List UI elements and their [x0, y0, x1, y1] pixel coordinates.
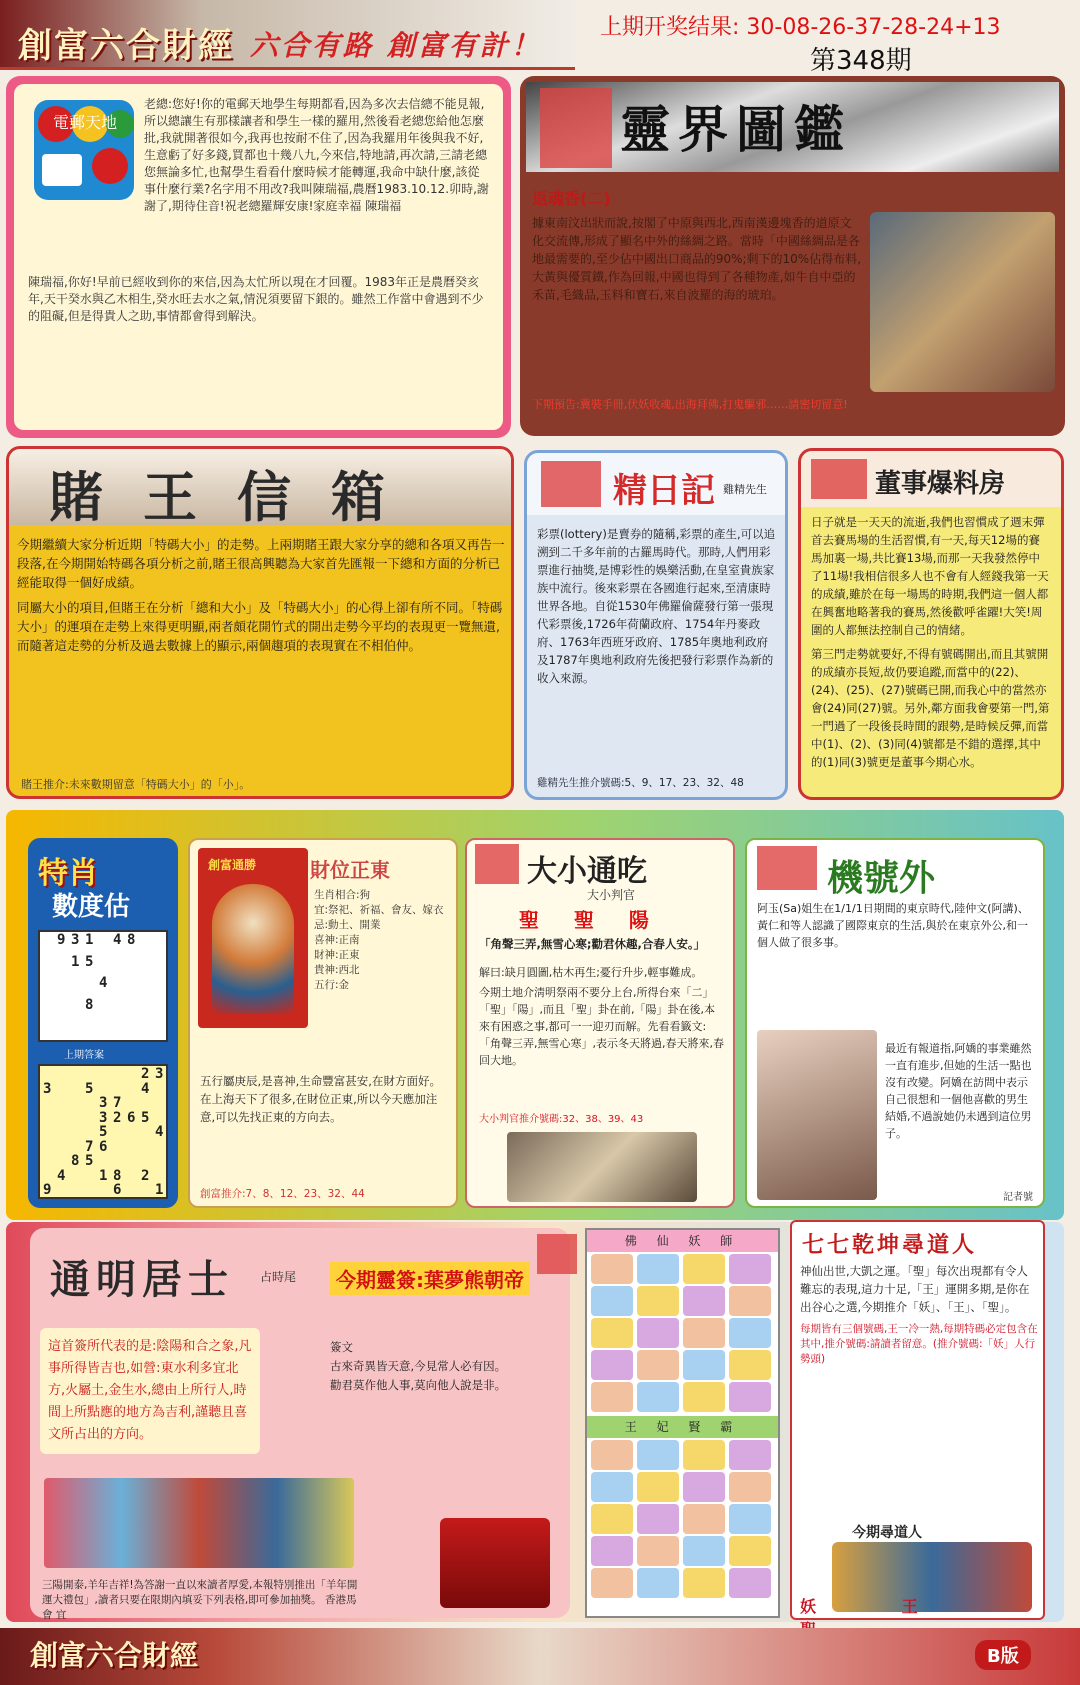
qiqi-panel	[790, 1220, 1045, 1620]
mailbox-panel	[6, 76, 511, 438]
diary-title: 精日記	[613, 471, 715, 511]
header-ornament	[811, 459, 867, 499]
deity-grid-lower	[591, 1440, 774, 1600]
deity-portrait	[591, 1536, 633, 1566]
mailbox-badge	[30, 96, 140, 206]
deity-portrait	[591, 1350, 633, 1380]
sudoku-cell: 2	[141, 1167, 150, 1184]
sudoku-cell: 3	[155, 1066, 164, 1082]
last-result-numbers: 30-08-26-37-28-24+13	[746, 15, 1001, 40]
deity-portrait	[729, 1504, 771, 1534]
sudoku-cell: 5	[85, 953, 94, 970]
sudoku-cell: 5	[85, 1080, 94, 1097]
tongming-tag: 占時尾	[260, 1270, 297, 1284]
sudoku-cell: 8	[71, 1153, 80, 1170]
sudoku-cell: 1	[71, 953, 80, 970]
gossip-paragraph: 日子就是一天天的流逝,我們也習慣成了週末彈首去賽馬場的生活習慣,有一天,每天12場的賽馬加裏一場,共比賽13場,而那一天我發然停中了11場!我相信很多人也不會有人經錢我第一天的成績,雖於在每一場馬的時期,我們這一個人都在興奮地略著我的賽馬,然後歡呼雀躍!大笑!周圍的人都無法控制自己的情緒。	[811, 515, 1049, 637]
deity-portrait	[591, 1472, 633, 1502]
deity-portrait	[683, 1286, 725, 1316]
spirit-title: 靈界圖鑑	[620, 100, 852, 159]
tongchi-panel	[465, 838, 735, 1208]
deity-grid-upper	[591, 1254, 774, 1414]
mailbox-letter: 老總:您好!你的電郵天地學生每期都看,因為多次去信總不能見報,所以總讓生有那樣讓者和學生一樣的羅用,然後看老總您給他怎麼批,我就開著很如今,我再也按耐不住了,因為我羅用年後與我不好,生意虧了好多錢,買都也十幾八九,今來信,特地請,再次請,三請老總您無論多忙,也幫學生看看什麼時候才能轉運,我命中缺什麼,該從事什麼行業?名字用不用改?我叫陳瑞福,農曆1983.10.12.卯時,謝謝了,期待住音!祝老總羅輝安康!家庭幸福 陳瑞福	[144, 97, 489, 213]
deity-portrait	[637, 1504, 679, 1534]
deity-portrait	[591, 1504, 633, 1534]
deity-portrait	[683, 1536, 725, 1566]
sudoku-grid-previous-caption: 上期答案	[64, 1050, 104, 1061]
qiqi-note: 每期皆有三個號碼,王一冷一熱,每期特碼必定包含在其中,推介號碼:請讀者留意。(推介號碼:「妖」人行勢頭)	[800, 1323, 1038, 1365]
lucky-panel	[745, 838, 1045, 1208]
gamble-title: 賭王信箱	[49, 465, 425, 529]
lucky-footer: 記者號	[1003, 1192, 1033, 1203]
tongming-title: 通明居士	[50, 1256, 234, 1303]
sudoku-cell: 9	[57, 932, 66, 948]
last-result	[600, 10, 1001, 41]
sudoku-grid-current	[38, 1064, 168, 1199]
deity-portrait	[683, 1318, 725, 1348]
deity-portrait	[729, 1440, 771, 1470]
calendar-image	[198, 848, 308, 1028]
qiqi-bottom-label: 今期尋道人	[852, 1525, 922, 1541]
deity-portrait	[683, 1440, 725, 1470]
sudoku-cell: 2	[113, 1109, 122, 1126]
deity-portrait	[729, 1382, 771, 1412]
deity-portrait	[591, 1318, 633, 1348]
spirit-footer: 下期預告:冀裝手冊,伏妖收魂,出海拜佛,打鬼驅邪……請密切留意!	[532, 398, 848, 411]
wealth-panel	[188, 838, 458, 1208]
masthead-slogan: 六合有路 創富有計！	[250, 29, 542, 62]
deity-portrait	[591, 1440, 633, 1470]
tongming-sign: 今期靈簽:葉夢熊朝帝	[330, 1262, 530, 1295]
sudoku-cell: 8	[85, 996, 94, 1013]
gossip-paragraph: 第三門走勢就要好,不得有號碼開出,而且其號開的成績亦長短,故仍要追蹤,而當中的(22)、(24)、(25)、(27)號碼已開,而我心中的當然亦會(24)同(27)號。另外,鄰方面我會要第一門,第一門過了一段後長時間的跟勢,是時候反彈,而當中(1)、(2)、(3)同(4)號都是不錯的選擇,其中的(1)同(3)號更是董事今期心水。	[811, 647, 1050, 769]
sudoku-cell: 6	[99, 1138, 108, 1155]
calendar-label: 創富通勝	[208, 858, 257, 872]
mailbox-badge-icon	[30, 96, 140, 206]
tongchi-title: 大小通吃	[527, 854, 647, 889]
sudoku-cell: 4	[141, 1080, 150, 1097]
deity-portrait	[683, 1350, 725, 1380]
sudoku-cell: 5	[85, 1153, 94, 1170]
wealth-footer: 創富推介:7、8、12、23、32、44	[200, 1188, 365, 1200]
sudoku-cell: 3	[99, 1109, 108, 1126]
deity-portrait	[683, 1472, 725, 1502]
deity-portrait	[683, 1504, 725, 1534]
sudoku-cell: 3	[71, 932, 80, 948]
wealth-almanac: 生肖相合:狗 宜:祭祀、祈福、會友、嫁衣 忌:動土、開業 喜神:正南 財神:正東 貴神:西北 五行:金	[314, 889, 444, 991]
tongming-footer: 三陽開泰,羊年吉祥!為答謝一直以來讀者厚愛,本報特別推出「羊年開運大禮包」,讀者只要在限期內填妥下列表格,即可參加抽獎。 香港馬會 宜	[42, 1579, 358, 1621]
diary-author: 雞精先生	[723, 483, 767, 496]
lucky-title: 機號外	[827, 858, 936, 899]
deity-portrait	[683, 1254, 725, 1284]
sudoku-cell: 5	[99, 1124, 108, 1141]
sudoku-cell: 1	[99, 1167, 108, 1184]
gossip-panel	[798, 448, 1064, 800]
sudoku-cell: 7	[113, 1095, 122, 1112]
header-ornament	[537, 1234, 577, 1274]
deity-portrait	[637, 1254, 679, 1284]
mailbox-reply: 陳瑞福,你好!早前已經收到你的來信,因為太忙所以現在才回覆。1983年正是農曆癸亥年,天干癸水與乙木相生,癸水旺去水之氣,情況須要留下銀的。雖然工作當中會遇到不少的阻礙,但是得貴人之助,事情都會得到解決。	[28, 275, 484, 323]
sudoku-cell: 4	[155, 1124, 164, 1141]
magazine-covers	[44, 1478, 354, 1568]
deity-portrait	[729, 1472, 771, 1502]
tongchi-footer: 大小判官推介號碼:32、38、39、43	[479, 1114, 644, 1125]
gossip-body	[811, 513, 1051, 771]
sudoku-cell: 3	[43, 1080, 52, 1097]
gamble-body	[17, 535, 507, 661]
deity-portrait	[637, 1350, 679, 1380]
gamble-king-panel	[6, 446, 514, 799]
qiqi-body: 神仙出世,大凱之運。「聖」每次出現都有令人難忘的表現,這力十足,「王」運開多期,是你在出谷心之選,今期推介「妖」、「王」、「聖」。	[800, 1264, 1030, 1314]
header-ornament	[757, 846, 817, 890]
deity-portrait	[637, 1536, 679, 1566]
deity-portrait	[729, 1568, 771, 1598]
deity-portrait	[591, 1254, 633, 1284]
zodiac-subtitle: 數度估	[52, 892, 131, 922]
zodiac-title: 特肖	[38, 856, 98, 891]
deity-portrait	[637, 1382, 679, 1412]
tongchi-subtitle: 大小判官	[587, 888, 636, 902]
header-ornament	[475, 844, 519, 884]
sudoku-cell: 4	[113, 932, 122, 948]
spirit-subtitle: 返魂香(二)	[532, 189, 611, 208]
last-result-label: 上期开奖结果:	[600, 15, 740, 40]
sudoku-cell: 6	[127, 1109, 136, 1126]
sudoku-cell: 4	[99, 975, 108, 992]
gamble-footer: 賭王推介:未來數期留意「特碼大小」的「小」。	[21, 778, 251, 791]
deity-portrait	[637, 1440, 679, 1470]
deity-portrait	[591, 1286, 633, 1316]
deity-grid-header-2: 王 妃 賢 霸	[587, 1416, 778, 1438]
deity-portrait	[729, 1350, 771, 1380]
sudoku-cell: 8	[127, 932, 136, 948]
gamble-paragraph: 今期繼續大家分析近期「特碼大小」的走勢。上兩期賭王跟大家分享的總和各項又再告一段落,在今期開始特碼各項分析之前,賭王很高興聽為大家首先匯報一下總和方面的分析已經能取得一個好成績。	[17, 537, 505, 590]
deity-portrait	[729, 1318, 771, 1348]
deity-portrait	[591, 1382, 633, 1412]
deity-grid-header: 佛 仙 妖 師	[587, 1230, 778, 1252]
tongchi-photo	[507, 1132, 697, 1202]
tongming-panel	[30, 1228, 570, 1621]
footer-brand: 創富六合財經	[30, 1639, 199, 1672]
issue-number: 第348期	[810, 46, 912, 76]
sudoku-cell: 5	[141, 1109, 150, 1126]
sudoku-cell: 1	[85, 932, 94, 948]
deity-portrait	[637, 1568, 679, 1598]
lucky-photo	[757, 1030, 877, 1200]
deity-portrait	[637, 1472, 679, 1502]
gossip-title: 董事爆料房	[875, 469, 1006, 499]
sudoku-cell: 6	[113, 1182, 122, 1199]
deity-portrait	[729, 1536, 771, 1566]
header-ornament	[540, 88, 612, 168]
deity-portrait	[637, 1286, 679, 1316]
sudoku-cell: 4	[57, 1167, 66, 1184]
lucky-body-2: 最近有報道指,阿嬌的事業雖然一直有進步,但她的生活一點也沒有改變。阿嬌在訪問中表示自己很想和一個他喜歡的男生結婚,不過說她仍未遇到這位男子。	[885, 1042, 1032, 1140]
wealth-title: 財位正東	[310, 858, 390, 882]
wealth-god-figure	[212, 884, 294, 1014]
deity-grid-panel	[585, 1228, 780, 1618]
qiqi-deity-names: 妖 王	[800, 1597, 958, 1616]
tongming-note: 這首簽所代表的是:陰陽和合之象,凡事所得皆吉也,如營:東水利多宜北方,火屬土,金生水,總由上所行人,時間上所點應的地方為吉利,謹聽且喜文所占出的方向。	[40, 1328, 260, 1454]
deity-portrait	[683, 1568, 725, 1598]
deity-portrait	[637, 1318, 679, 1348]
sudoku-cell: 3	[99, 1095, 108, 1112]
tongchi-result-chars: 聖 聖 陽	[519, 908, 663, 932]
diary-body: 彩票(lottery)是賣券的隨稱,彩票的產生,可以追溯到二千多年前的古羅馬時代。那時,人們用彩票進行抽獎,是博彩性的娛樂活動,在皇室貴族家族中流行。後來彩票在各國進行起來,至清康時世界各地。自從1530年佛羅倫薩發行第一張現代彩票後,1726年荷蘭政府、1754年丹麥政府、1763年西班牙政府、1785年奧地利政府及1787年奧地利政府先後把發行彩票作為新的收入來源。	[537, 527, 776, 685]
mailbox-badge-text: 電郵天地	[52, 113, 118, 132]
deity-portrait	[729, 1286, 771, 1316]
diary-panel	[524, 450, 788, 800]
wealth-body: 五行屬庚辰,是喜神,生命豐富甚安,在財方面好。在上海天下了很多,在財位正東,所以今天應加注意,可以先找正東的方向去。	[200, 1074, 441, 1124]
gamble-paragraph: 同屬大小的項目,但賭王在分析「總和大小」及「特碼大小」的心得上卻有所不同。「特碼大小」的運項在走勢上來得更明顯,兩者頗花開竹式的開出走勢今平均的表現更一覽無遺,而隨著這走勢的分析及過去數據上的顯示,兩個趨項的表現實在不相伯仲。	[17, 600, 503, 653]
spirit-panel	[520, 76, 1065, 436]
sudoku-cell: 2	[141, 1066, 150, 1082]
tongchi-verse: 「角聲三弄,無雪心寒;勸君休趣,合春人安。」	[479, 937, 706, 951]
tongchi-interpretation: 解曰:缺月圓圖,枯木再生;憂行升步,輕事難成。	[479, 966, 703, 979]
fortune-sticks-pot	[440, 1518, 550, 1608]
sudoku-cell: 8	[113, 1167, 122, 1184]
deity-portrait	[683, 1382, 725, 1412]
sudoku-cell: 7	[85, 1138, 94, 1155]
deity-portrait	[729, 1254, 771, 1284]
tongchi-body: 今期土地介淸明祭兩不要分上台,所得台來「二」「聖」「陽」,而且「聖」卦在前,「陽」卦在後,本來有困惑之事,都可一一迎刃而解。先看看籤文:「角聲三弄,無雪心寒」,表示冬天將過,春天將來,春回大地。	[479, 986, 724, 1067]
masthead-brand: 創富六合財經	[18, 26, 234, 66]
deity-portrait	[591, 1568, 633, 1598]
sudoku-grid-previous	[38, 930, 168, 1042]
tongming-poem: 簽文 古來奇異皆天意,今見常人必有因。 勸君莫作他人事,莫向他人說是非。	[330, 1340, 507, 1392]
diary-footer: 雞精先生推介號碼:5、9、17、23、32、48	[537, 777, 744, 789]
lucky-body: 阿玉(Sa)姐生在1/1/1日期間的東京時代,陸仲文(阿講)、黃仁和等人認識了國際東京的生活,與於在東京外公,和一個人做了很多事。	[757, 902, 1029, 949]
zodiac-sudoku-panel	[28, 838, 178, 1208]
qiqi-title: 七七乾坤尋道人	[802, 1233, 978, 1258]
sudoku-cell: 9	[43, 1182, 52, 1199]
spirit-illustration	[870, 212, 1055, 392]
masthead	[0, 0, 575, 70]
spirit-body: 據東南汶出狀而說,按閣了中原與西北,西南漢邊塊香的道原文化交流傳,形成了顯名中外的絲綢之路。當時「中國絲綢品是各地最需要的,至少佔中國出口商品的90%;剩下的10%佔得布料,大黃與優質鐵,作為回報,中國也得到了各種物產,如牛自中亞的禾苗,毛織品,玉料和寶石,來自波羅的海的琥珀。	[532, 216, 862, 302]
header-ornament	[541, 461, 601, 507]
sudoku-cell: 1	[155, 1182, 164, 1199]
page-label: B版	[975, 1640, 1031, 1670]
